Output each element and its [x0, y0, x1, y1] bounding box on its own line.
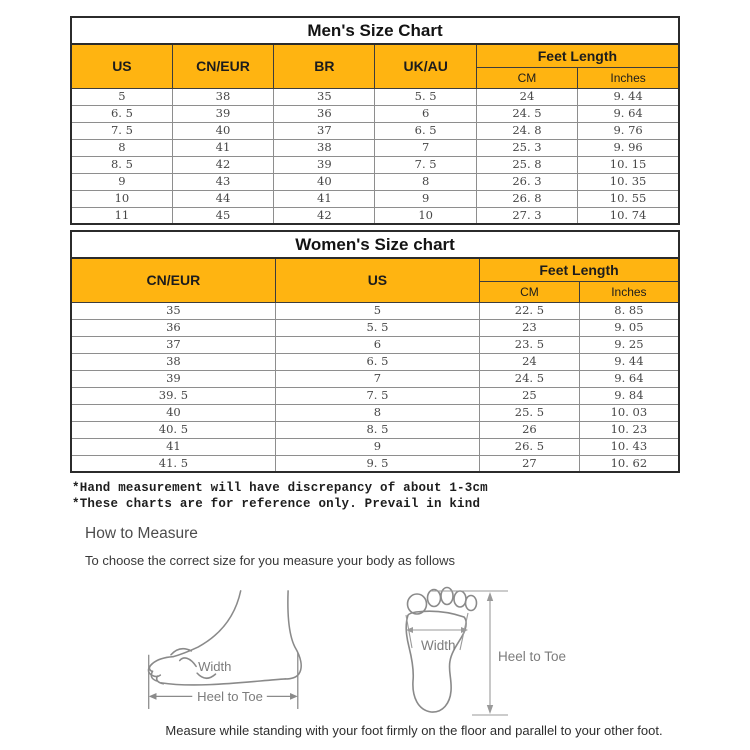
table-cell: 10. 35	[578, 173, 679, 190]
table-cell: 5	[71, 88, 172, 105]
mens-size-table	[70, 16, 680, 225]
table-cell: 9. 05	[579, 319, 679, 336]
table-cell: 24. 8	[476, 122, 577, 139]
table-row	[71, 438, 679, 455]
measure-diagrams	[70, 575, 680, 720]
table-cell: 10. 74	[578, 207, 679, 224]
table-cell: 10. 23	[579, 421, 679, 438]
table-cell: 11	[71, 207, 172, 224]
table-cell: 40	[172, 122, 273, 139]
table-cell: 6. 5	[275, 353, 479, 370]
measure-caption: Measure while standing with your foot firmly on the floor and parallel to your other foot.	[165, 723, 663, 738]
table-row	[71, 190, 679, 207]
table-cell: 9. 84	[579, 387, 679, 404]
table-cell: 7. 5	[275, 387, 479, 404]
mens-table-body	[71, 88, 679, 224]
table-row	[71, 173, 679, 190]
table-cell: 41	[274, 190, 375, 207]
table-cell: 41	[172, 139, 273, 156]
table-cell: 26. 8	[476, 190, 577, 207]
table-cell: 26	[480, 421, 580, 438]
table-row	[71, 387, 679, 404]
table-cell: 23. 5	[480, 336, 580, 353]
table-cell: 6. 5	[71, 105, 172, 122]
table-cell: 38	[71, 353, 275, 370]
table-cell: 42	[172, 156, 273, 173]
table-cell: 24	[476, 88, 577, 105]
table-cell: 40	[71, 404, 275, 421]
table-cell: 6	[275, 336, 479, 353]
table-row	[71, 336, 679, 353]
table-row	[71, 207, 679, 224]
table-cell: 8	[71, 139, 172, 156]
table-row	[71, 88, 679, 105]
table-row	[71, 353, 679, 370]
table-row	[71, 319, 679, 336]
womens-col-inches: Inches	[579, 281, 679, 302]
table-cell: 40. 5	[71, 421, 275, 438]
table-cell: 24. 5	[476, 105, 577, 122]
table-cell: 43	[172, 173, 273, 190]
table-cell: 9. 64	[578, 105, 679, 122]
mens-col-inches: Inches	[578, 67, 679, 88]
table-cell: 9	[375, 190, 476, 207]
table-cell: 37	[71, 336, 275, 353]
womens-table-body	[71, 302, 679, 472]
table-cell: 6	[375, 105, 476, 122]
table-cell: 39	[71, 370, 275, 387]
table-cell: 7	[275, 370, 479, 387]
table-cell: 22. 5	[480, 302, 580, 319]
table-row	[71, 139, 679, 156]
table-cell: 27. 3	[476, 207, 577, 224]
table-cell: 36	[274, 105, 375, 122]
table-cell: 36	[71, 319, 275, 336]
size-chart-content	[70, 0, 680, 738]
table-cell: 25. 5	[480, 404, 580, 421]
table-row	[71, 156, 679, 173]
table-cell: 5. 5	[375, 88, 476, 105]
table-cell: 9. 25	[579, 336, 679, 353]
table-row	[71, 302, 679, 319]
table-cell: 9	[275, 438, 479, 455]
table-cell: 8	[375, 173, 476, 190]
table-cell: 39	[172, 105, 273, 122]
table-cell: 35	[71, 302, 275, 319]
table-cell: 24. 5	[480, 370, 580, 387]
how-to-measure-subtitle: To choose the correct size for you measure your body as follows	[85, 553, 455, 568]
table-cell: 9. 5	[275, 455, 479, 472]
table-row	[71, 370, 679, 387]
table-cell: 45	[172, 207, 273, 224]
mens-col-br: BR	[274, 44, 375, 88]
table-cell: 7. 5	[71, 122, 172, 139]
table-cell: 6. 5	[375, 122, 476, 139]
foot-top-view-diagram	[386, 575, 611, 720]
table-cell: 9. 76	[578, 122, 679, 139]
mens-col-cn-eur: CN/EUR	[172, 44, 273, 88]
table-cell: 8. 5	[275, 421, 479, 438]
side-heel-to-toe-label: Heel to Toe	[197, 689, 263, 705]
table-cell: 24	[480, 353, 580, 370]
footnotes	[72, 480, 680, 512]
table-cell: 35	[274, 88, 375, 105]
table-cell: 10	[375, 207, 476, 224]
table-row	[71, 122, 679, 139]
mens-col-us: US	[71, 44, 172, 88]
table-cell: 41. 5	[71, 455, 275, 472]
womens-col-cn-eur: CN/EUR	[71, 258, 275, 302]
table-cell: 25	[480, 387, 580, 404]
footnote-reference: *These charts are for reference only. Prevail in kind	[72, 497, 481, 511]
table-row	[71, 455, 679, 472]
table-cell: 38	[274, 139, 375, 156]
table-cell: 9	[71, 173, 172, 190]
table-cell: 26. 3	[476, 173, 577, 190]
table-cell: 39. 5	[71, 387, 275, 404]
table-cell: 8. 5	[71, 156, 172, 173]
table-cell: 37	[274, 122, 375, 139]
table-row	[71, 105, 679, 122]
table-cell: 9. 44	[578, 88, 679, 105]
mens-col-feet-length: Feet Length	[476, 44, 679, 67]
table-cell: 27	[480, 455, 580, 472]
table-cell: 9. 44	[579, 353, 679, 370]
table-cell: 7	[375, 139, 476, 156]
table-row	[71, 404, 679, 421]
table-cell: 10. 62	[579, 455, 679, 472]
table-cell: 40	[274, 173, 375, 190]
table-cell: 26. 5	[480, 438, 580, 455]
table-cell: 8	[275, 404, 479, 421]
table-cell: 39	[274, 156, 375, 173]
table-row	[71, 421, 679, 438]
womens-col-cm: CM	[480, 281, 580, 302]
table-cell: 44	[172, 190, 273, 207]
side-width-label: Width	[198, 659, 232, 675]
table-cell: 38	[172, 88, 273, 105]
womens-col-feet-length: Feet Length	[480, 258, 679, 281]
table-cell: 8. 85	[579, 302, 679, 319]
table-cell: 5. 5	[275, 319, 479, 336]
top-heel-to-toe-label: Heel to Toe	[498, 649, 567, 664]
womens-size-table	[70, 230, 680, 473]
footnote-discrepancy: *Hand measurement will have discrepancy of about 1-3cm	[72, 481, 488, 495]
table-cell: 25. 8	[476, 156, 577, 173]
table-cell: 10. 15	[578, 156, 679, 173]
how-to-measure-heading: How to Measure	[85, 525, 198, 542]
table-cell: 10. 43	[579, 438, 679, 455]
table-cell: 25. 3	[476, 139, 577, 156]
table-cell: 41	[71, 438, 275, 455]
mens-col-cm: CM	[476, 67, 577, 88]
womens-chart-title: Women's Size chart	[71, 231, 679, 258]
table-cell: 10. 55	[578, 190, 679, 207]
table-cell: 10	[71, 190, 172, 207]
foot-side-view-diagram	[140, 575, 382, 720]
table-cell: 23	[480, 319, 580, 336]
table-cell: 9. 64	[579, 370, 679, 387]
table-cell: 5	[275, 302, 479, 319]
table-cell: 42	[274, 207, 375, 224]
mens-chart-title: Men's Size Chart	[71, 17, 679, 44]
table-cell: 9. 96	[578, 139, 679, 156]
womens-col-us: US	[275, 258, 479, 302]
table-cell: 10. 03	[579, 404, 679, 421]
top-width-label: Width	[421, 638, 456, 653]
table-cell: 7. 5	[375, 156, 476, 173]
mens-col-uk-au: UK/AU	[375, 44, 476, 88]
